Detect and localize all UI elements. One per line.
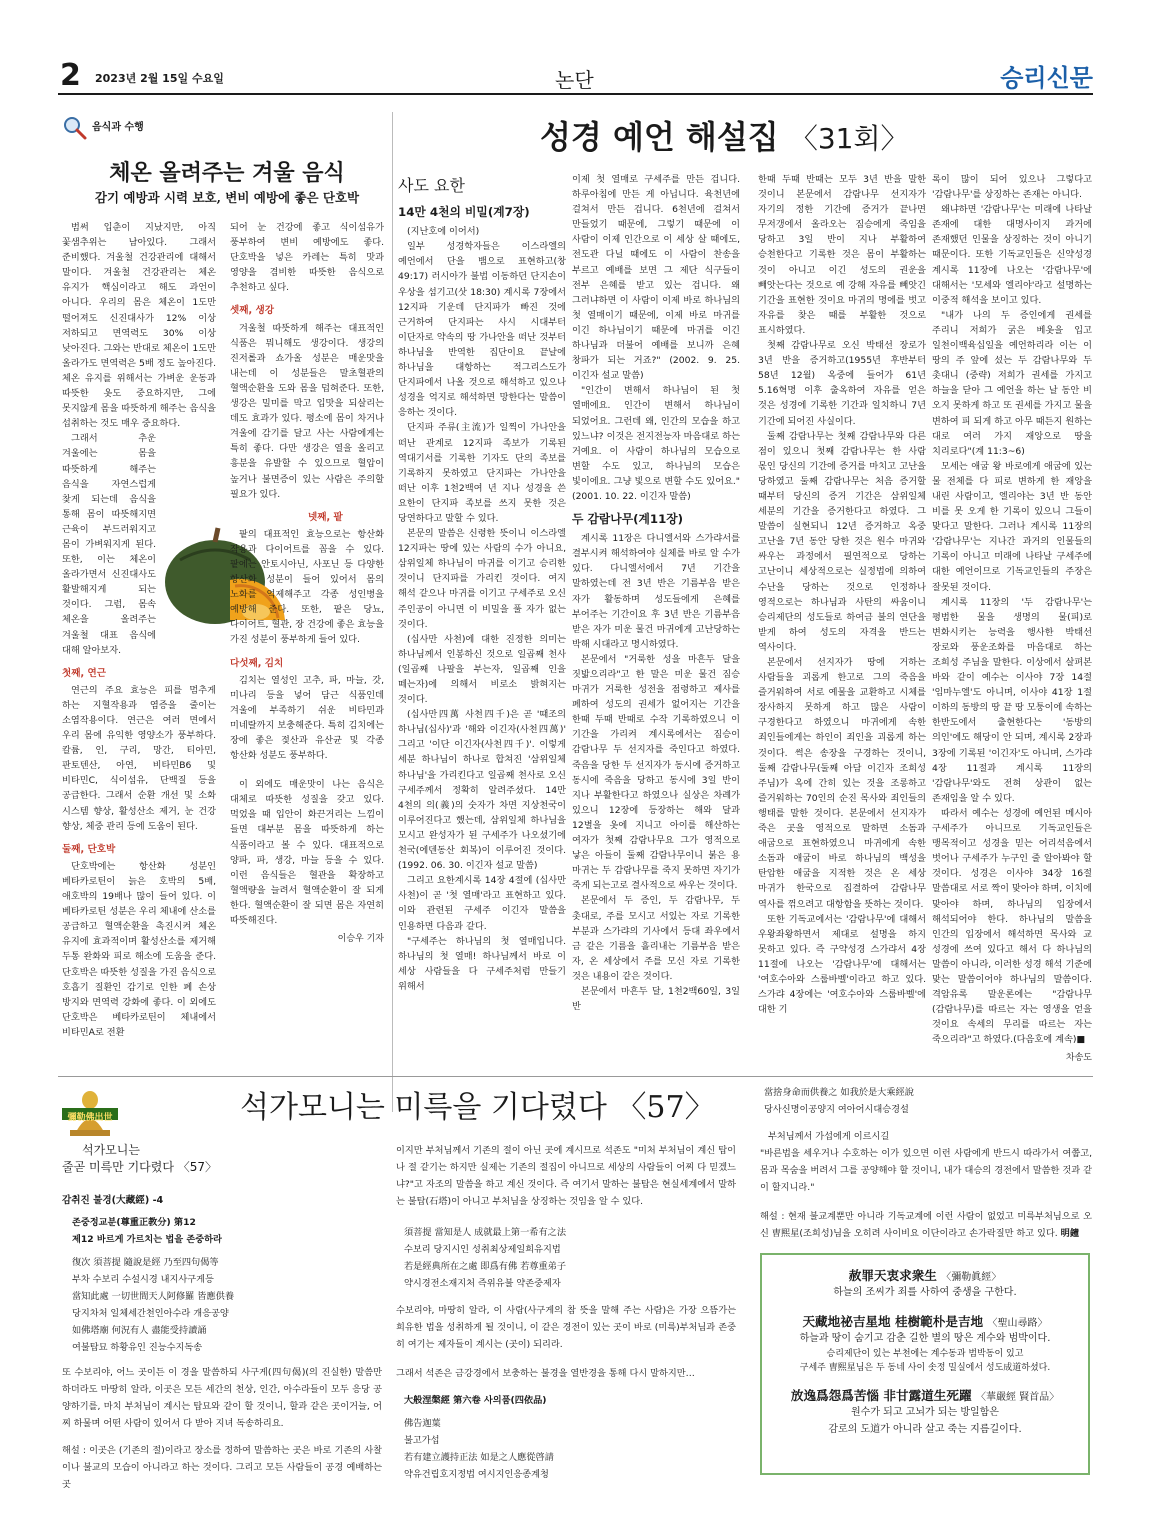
- sutra-line: 불고가섭: [404, 1435, 440, 1446]
- side-title-line: 석가모니는: [82, 1143, 140, 1157]
- food-article-title: 체온 올려주는 겨울 음식: [109, 160, 345, 186]
- paragraph: 첫째 감람나무로 오신 박태선 장로가 3년 반을 증거하고(1955년 후반부터 58년 12월) 옥중에 들어가 61년 5.16혁명 이후 출옥하여 자유를 얻은 것은 성경에 기록한 기간과 일치하니 7년 기간에 되어진 사실이다.: [758, 340, 926, 427]
- box-source: 〈聖山尋路〉: [987, 1318, 1048, 1329]
- section-divider: [58, 1076, 1093, 1077]
- paragraph: 계시록 11장은 다니엘서와 스가랴서를 결부시켜 해석하여야 실체를 바로 알 수가 있다. 다니엘서에서 7년 기간을 말하였는데 전 3년 반은 기름부음 받은 자가 활동하며 성도들에게 은혜를 부어주는 기간이요 후 3년 반은 기름부음 받은 자가 미운 물건 마귀에게 고난당하는 박해 시대라고 명시하였다.: [572, 533, 740, 650]
- paragraph: 겨울철 따뜻하게 해주는 대표적인 식품은 뭐니해도 생강이다. 생강의 진저롤과 쇼가올 성분은 매운맛을 내는데 이 성분들은 말초혈관의 혈액순환을 도와 몸을 덥혀준다. 또한, 생강은 밀미를 막고 입맛을 되살리는 데도 효과가 있다. 평소에 몸이 차거나 겨울에 감기를 달고 사는 사람에게는 특히 좋다. 다만 생강은 열을 올리고 흥분을 유발할 수 있으므로 혈압이 높거나 불면증이 있는 사람은 주의할 필요가 있다.: [230, 322, 384, 500]
- paragraph: [760, 1208, 1092, 1242]
- box-source: 〈彌勒眞經〉: [941, 1272, 1002, 1283]
- quote-box: [760, 1253, 1090, 1475]
- paragraph: 또 수보리야, 어느 곳이든 이 경을 말씀하되 사구게(四句偈)(의 진실한) 말씀만 하더라도 마땅히 알라, 이곳은 모든 세간의 천상, 인간, 아수라들이 모두 응당 공양하기를, 마치 부처님이 계시는 탑묘와 같이 할 것이니, 할과 같은 곳이거늘, 어찌 하물며 어떤 사람이 있어서 다 받아 지녀 독송하리요.: [62, 1367, 382, 1429]
- paragraph: 이지만 부처님께서 기존의 절이 아닌 곳에 계시므로 석존도 "미처 부처님이 계신 탑이나 절 같기는 하지만 실제는 기존의 절집이 아니므로 세상의 사람들이 어찌 다 믿겠느냐?"고 자조의 말씀을 하고 계신 것이다. 즉 여기서 말하는 불탑은 현실세계에서 말하는 불탑(石塔)이 아니고 부처님을 상징하는 것임을 알 수 있다.: [396, 1145, 736, 1207]
- prophecy-heading: 14만 4천의 비밀(계7장): [398, 205, 530, 220]
- prophecy-column-1: [398, 172, 566, 1072]
- box-source: 〈華嚴經 賢首品〉: [975, 1392, 1060, 1403]
- sutra-line: 부차 수보리 수설시경 내지사구게등: [72, 1274, 214, 1285]
- prophecy-episode: 〈31회〉: [789, 122, 909, 155]
- subheading: 넷째, 팥: [308, 511, 343, 523]
- sutra-line: 若是經典所在之處 即爲有佛 若尊重弟子: [404, 1261, 567, 1272]
- box-line: 하늘과 땅이 숨기고 감춘 길한 별의 땅은 계수와 범박이다.: [799, 1333, 1051, 1344]
- issue-date: 2023년 2월 15일 수요일: [95, 72, 224, 85]
- buddha-side-title: [62, 1142, 217, 1176]
- sutra-line: 약유건립호지정법 여시지인응종계청: [404, 1469, 549, 1480]
- prophecy-column-4: [932, 172, 1092, 1072]
- paragraph: 한때 두때 반때는 모두 3년 반을 말한 것이니 본문에서 감람나무 선지자가 자기의 정한 기간에 증거가 끝나면 무저갱에서 올라오는 짐승에게 죽임을 당하고 3일 반이 지나 부활하여 승천한다고 기록한 것은 몸이 부활하는 것이 아니고 이긴 성도의 권운을 빼앗는다는 것으로 예 강해 자유를 빼앗긴 기간을 표현한 것이요 마귀의 명에를 벗고 자유를 찾은 때를 부활한 것으로 표시하였다.: [758, 174, 926, 336]
- prophecy-title-text: 성경 예언 해설집: [540, 118, 779, 156]
- sutra-line: 여불탑묘 하황유인 진능수지독송: [72, 1342, 203, 1353]
- paragraph: 본문에서 선지자가 땅에 거하는 사람들을 괴롭게 한고로 그의 죽음을 즐거워하여 서로 예물을 교환하고 시체를 장사하지 못하게 하고 많은 사람이 구경한다고 하였으니 마귀에게 속한 죄인들에게는 하인이 죄인을 괴롭게 하는 것이다. 썩은 송장을 구경하는 것이니, 둘째 감람나무(둘째 아담 이긴자 조희성 주님)가 옥에 간히 있는 것을 조롱하고 즐거워하는 70인의 순진 목사와 죄인들의 행태를 말한 것이다. 본문에서 선지자가 죽은 곳을 영적으로 말하면 소돔과 애굽으로 표현하였으니 마귀에게 속한 소돔과 애굽이 바로 하나님의 백성을 탄압한 애굽을 지적한 것은 온 세상 마귀가 한국으로 집결하여 감람나무 역사를 꺾으려고 대항함을 뜻하는 것이다.: [758, 657, 926, 910]
- box-line: 승리제단이 있는 부천에는 계수동과 범박동이 있고: [826, 1349, 1024, 1359]
- box-title: 放逸爲怨爲苦惱 非甘露道生死躍 〈華嚴經 賢首品〉: [790, 1388, 1060, 1403]
- subheading: 다섯째, 김치: [230, 657, 284, 669]
- buddha-title-text: 석가모니는 미륵을 기다렸다: [240, 1090, 607, 1125]
- sutra-line: 수보리 당지시인 성취최상제일희유지법: [404, 1244, 561, 1255]
- sutra-line: 復次 須菩提 隨說是經 乃至四句偈等: [72, 1257, 219, 1268]
- page-number: 2: [60, 58, 81, 93]
- paragraph: (십사만四萬 사천四千)은 곧 '때조의 하나님(십사)'과 '해와 이긴자(사천四萬)' 그리고 '이단 이긴자(사천四千)'. 이렇게 세분 하나님이 하나로 합쳐진 '삼위일체 하나님'을 가리킨다고 일곱째 천사로 오신 구세주께서 정확히 알려주셨다. 14만 4천의 의(義)의 숫자가 차면 지상천국이 이루어진다고 했는데, 삼위일체 하나님을 모시고 완성자가 된 구세주가 나오셨기에 천국(에덴동산 회복)이 이루어진 것이다. (1992. 06. 30. 이긴자 설교 말씀): [398, 709, 566, 872]
- paragraph: 김치는 열성인 고추, 파, 마늘, 갓, 미나리 등을 넣어 담근 식품인데 겨울에 부족하기 쉬운 비타민과 미네랄까지 보충해준다. 특히 김치에는 장에 좋은 젖산과 유산균 및 각종 항산화 성분도 풍부하다.: [230, 674, 384, 762]
- signature: 明鐘: [1060, 1228, 1080, 1239]
- paragraph: (십사만 사천)에 대한 진정한 의미는 하나님께서 인봉하신 것으로 일곱째 천사(일곱째 나팔을 부는자, 일곱째 인을 떼는자)에 의해서 비로소 밝혀지는 것이다.: [398, 633, 566, 706]
- buddha-column-3: [760, 1084, 1092, 1242]
- box-title: 天藏地祕吉星地 桂樹範朴是吉地 〈聖山尋路〉: [802, 1314, 1048, 1329]
- prophecy-section: 사도 요한: [398, 176, 465, 195]
- paragraph: 이제 첫 열매로 구세주를 만든 겁니다. 하루아침에 만든 게 아닙니다. 육천년에 걸쳐서 만든 겁니다. 6천년에 걸쳐서 만들었기 때문에, 그렇기 때문에 이 사람이 이제 인간으로 이 세상 살 때에도, 전도관 다닐 때에도 이 사람이 찬송을 부르고 예배를 보면 그 제단 식구들이 전부 은혜를 받고 있는 겁니다. 왜 그러냐하면 이 사람이 이제 바로 하나님의 첫 열매이기 때문에, 이제 바로 마귀를 이긴 하나님이기 때문에 마귀를 이긴 하나님과 더불어 예배를 보니까 은혜 창파가 되는 거죠?" (2002. 9. 25. 이긴자 설교 말씀): [572, 174, 740, 382]
- header-rule: [58, 93, 1093, 95]
- box-line: 원수가 되고 고뇌가 되는 방일함은: [851, 1407, 999, 1418]
- box-line: 구세주 曺熙星님은 두 동네 사이 솟정 밀실에서 성도成道하셨다.: [799, 1363, 1051, 1373]
- paragraph: 또한 기독교에서는 '감람나무'에 대해서 우왕좌왕하면서 제대로 설명을 하지 못하고 있다. 즉 구약성경 스가랴서 4장 11절에 나오는 '감람나무'에 대해서는 '여호수아와 스룹바벨'이라고 하고 있다. 스가랴 4장에는 '여호수아와 스룹바벨'에 대한 기: [758, 913, 926, 1016]
- subheading: 둘째, 단호박: [62, 843, 116, 855]
- paragraph: 단호박에는 항산화 성분인 베타카로틴이 늙은 호박의 5배, 애호박의 19배나 많이 들어 있다. 이 베타카로틴 성분은 우리 체내에 산소를 공급하고 혈액순환을 촉진시켜 체온 유지에 효과적이며 활성산소를 제거해 두통 완화와 피로 해소에 도움을 준다. 단호박은 따뜻한 성질을 가진 음식으로 호흡기 질환인 감기로 인한 폐 손상 방지와 면역력 강화에 좋다. 이 외에도 단호박은 베타카로틴이 체내에서 비타민A로 전환: [62, 860, 216, 1038]
- paragraph: 모세는 애굽 왕 바로에게 애굽에 있는 물 전체를 다 피로 변하게 한 재앙을 내린 사람이고, 엘리야는 3년 반 동안 비를 못 오게 한 기록이 있으니 그들이 맞다고 말한다. 그러나 계시록 11장의 '감람나무'는 지나간 과거의 인물들의 기록이 아니고 미래에 나타날 구세주에 대한 예언이므로 기독교인들의 주장은 잘못된 것이다.: [932, 460, 1092, 593]
- sutra-heading: 제12 바르게 가르치는 법을 존중하라: [72, 1234, 222, 1245]
- prophecy-heading: 두 감람나무(계11장): [572, 512, 684, 527]
- paragraph: "바른법을 세우거나 수호하는 이가 있으면 이런 사람에게 반드시 따라가서 여쭙고, 몸과 목숨을 버려서 그를 공양해야 할 것이니, 내가 대승의 경전에서 말씀한 것과 같이 할지니라.": [760, 1148, 1092, 1193]
- series-label: 음식과 수행: [92, 122, 144, 133]
- buddha-column-1: [62, 1214, 382, 1493]
- subheading: 첫째, 연근: [62, 667, 107, 679]
- source-label: 大般涅槃經 第六卷 사의품(四依品): [404, 1395, 547, 1406]
- sutra-line: 佛告迦葉: [404, 1418, 441, 1429]
- paragraph: 본문의 말씀은 신령한 뜻이니 이스라엘 12지파는 땅에 있는 사람의 수가 아니요, 삼위일체 하나님이 마귀를 이기고 승리한 것이니 단지파를 가리킨 것이다. 여지 해석 같으나 마귀를 이기고 구세주로 오신 주인공이 아니면 이 비밀을 풀 자가 없는 것이다.: [398, 528, 566, 630]
- paragraph: 그리고 요한계시록 14장 4절에 (십사만 사천)이 곧 '첫 열매'라고 표현하고 있다. 이와 관련된 구세주 이긴자 말씀을 인용하면 다음과 같다.: [398, 875, 566, 932]
- sutra-line: 若有建立護持正法 如是之人應從啓請: [404, 1452, 554, 1463]
- buddha-title: [240, 1082, 715, 1126]
- note-text: 해설 : 현재 불교계뿐만 아니라 기독교계에 이런 사람이 없었고 미륵부처님으로 오신 曺熙星(조희성)님을 오히려 사이비요 이단이라고 손가락질만 하고 있다.: [760, 1211, 1092, 1239]
- box-line: 하늘의 조씨가 죄를 사하여 중생을 구한다.: [833, 1287, 1017, 1298]
- paragraph: 따라서 예수는 성경에 예언된 메시아 구세주가 아니므로 기독교인들은 맹목적이고 성경을 믿는 어리석음에서 벗어나 구세주가 누구인 줄 알아봐야 할 것이다. 성경은 이사야 34장 16절 말씀대로 서로 짝이 맞아야 하며, 이치에 맞아야 하며, 하나님의 입장에서 해석되어야 한다. 하나님의 말씀을 인간의 입장에서 해석하면 목사와 교 성경에 쓰여 있다고 해서 다 하나님의 말씀이 아니라, 이러한 성경 해석 기준에 맞는 말씀이어야 하나님의 말씀이다. 격암유록 말운론에는 "감람나무(감람나무)를 따르는 자는 영생을 얻을 것이요 속세의 무리를 따르는 자는 죽으리라"고 하였다.(다음호에 계속)■: [932, 807, 1092, 1046]
- subheading: 셋째, 생강: [230, 305, 275, 317]
- sutra-line: 須菩提 當知是人 成就最上第一希有之法: [404, 1227, 567, 1238]
- paragraph: "내가 나의 두 증인에게 권세를 주리니 저희가 굵은 베옷을 입고 일천이백육십일을 예언하리라 이는 이 땅의 주 앞에 섰는 두 감람나무와 두 촛대니 (중략) 저희가 권세를 가지고 하늘을 닫아 그 예언을 하는 날 동안 비 오지 못하게 하고 또 권세를 가지고 물을 변하여 피 되게 하고 아무 때든지 원하는 대로 여러 가지 재앙으로 땅을 치리로다"(계 11:3~6): [932, 309, 1092, 457]
- paragraph: 계시록 11장의 '두 감람나무'는 평범한 물을 생명의 물(피)로 변화시키는 능력을 행사한 박태선 장로와 풍운조화를 마음대로 하는 조희성 주님을 말한다. 이상에서 살펴본 바와 같이 예수는 이사야 7장 14절 '임마누엘'도 아니며, 이사야 41장 1절 이하의 동방의 땅 끝 땅 모퉁이에 속하는 한반도에서 출현한다는 '동방의 의인'에도 해당이 안 되며, 계시록 2장과 3장에 기록된 '이긴자'도 아니며, 스가랴 4장 11절과 계시록 11장의 '감람나무'와도 전혀 상관이 없는 존재임을 알 수 있다.: [932, 596, 1092, 804]
- paragraph: 본문에서 두 증인, 두 감람나무, 두 촛대로, 주를 모시고 서있는 자로 기록한 부분과 스가랴의 기사에서 등대 좌우에서 금 같은 기름을 흘리내는 기름부음 받은 자, 온 세상에서 주를 모신 자로 기록한 것은 내용이 같은 것이다.: [572, 895, 740, 982]
- box-title: 赦罪天衷求衆生 〈彌勒眞經〉: [848, 1268, 1002, 1283]
- paragraph: 되어 눈 건강에 좋고 식이섬유가 풍부하여 변비 예방에도 좋다. 단호박을 넣은 카레는 특히 맛과 영양을 겸비한 따뜻한 음식으로 추천하고 싶다.: [230, 222, 384, 294]
- buddha-column-2: [396, 1142, 736, 1483]
- sutra-line: 當知此處 一切世間天人阿修羅 皆應供養: [72, 1291, 235, 1302]
- paragraph: 일부 성경학자들은 이스라엘의 예언에서 단을 뱀으로 표현하고(창 49:17) 러시아가 불법 이동하던 단지손이 우상을 섬기고(삿 18:30) 계시록 7장에서 12지파 기운데 단지파가 빠진 것에 근거하여 단지파는 사시 시대부터 이단자로 약속의 땅 가나안을 떠난 것부터 하나님을 반역한 집단이요 끝날에 하나님을 대항하는 적그리스도가 단지파에서 나올 것으로 해석하고 있으나 성경을 억지로 해석하면 망한다는 말씀이 응하는 것이다.: [398, 241, 566, 419]
- prophecy-title: [540, 112, 909, 158]
- sutra-line: 당지차처 일체세간천인아수라 개응공양: [72, 1308, 229, 1319]
- paragraph: 팥의 대표적인 효능으로는 항산화 작용과 다이어트를 꼽을 수 있다. 팥에는 안토시아닌, 사포닌 등 다양한 항산화 성분이 들어 있어서 몸의 노화를 억제해주고 각종 성인병을 예방해 준다. 또한, 팥은 당뇨, 다이어트, 혈관, 장 건강에 좋은 효능을 가진 성분이 풍부하게 들어 있다.: [230, 528, 384, 646]
- paragraph: 이 외에도 매운맛이 나는 음식은 대체로 따뜻한 성질을 갖고 있다. 먹었을 때 입안이 화끈거리는 느낌이 들면 대부분 몸을 따뜻하게 하는 식품이라고 볼 수 있다. 대표적으로 양파, 파, 생강, 마늘 등을 수 있다. 이런 음식들은 혈관을 확장하고 혈액량을 늘려서 혈액순환이 잘 되게 한다. 혈액순환이 잘 되면 몸은 자연히 따뜻해진다.: [230, 779, 384, 927]
- section-title: 논단: [555, 68, 594, 92]
- paragraph: 왜냐하면 '감람나무'는 미래에 나타날 존재에 대한 대명사이지 과거에 존재했던 인물을 상징하는 것이 아니기 때문이다. 또한 기독교인들은 신약성경 계시록 11장에 나오는 '감람나무'에 대해서는 '모세와 엘리야'라고 설명하는 이중적 해석을 보이고 있다.: [932, 204, 1092, 306]
- paragraph: "구세주는 하나님의 첫 열매입니다. 하나님의 첫 열매! 하나님께서 바로 이 세상 사람들을 다 구세주처럼 만들기 위해서: [398, 935, 566, 992]
- buddha-episode: 〈57〉: [616, 1090, 715, 1125]
- paragraph: 단지파 주류(主流)가 일찍이 가나안을 떠난 관계로 12지파 족보가 기록된 역대기서를 기록한 기자도 단의 족보를 기록하지 못하였고 단지파는 가나안을 떠난 이후 1천2백여 년 지나 성경을 쓴 요한이 단지파 족보를 쓰지 못한 것은 당연하다고 말할 수 있다.: [398, 422, 566, 524]
- prophecy-column-3: [758, 172, 926, 1072]
- paragraph: 수보리야, 마땅히 알라, 이 사람(사구게의 참 뜻을 말해 주는 사람)은 가장 으뜸가는 희유한 법을 성취하게 될 것이니, 이 같은 경전이 있는 곳이 바로 (미륵)부처님과 존중히 여기는 제자들이 계시는 (곳이) 되리라.: [396, 1305, 736, 1350]
- sutra-line: 當捨身命而供養之 如我於是大乘經說: [764, 1087, 914, 1098]
- paragraph: 둘째 감람나무는 첫째 감람나무와 다른 점이 있으니 첫째 감람나무는 한 사람 몫인 당신의 기간에 증거를 마치고 고난을 당하였고 둘째 감람나무는 처음 증거할 때부터 당신의 증거 기간은 삼위일체 세분의 기간을 증거한다고 하였다. 그 말씀이 실현되니 12년 증거하고 옥중 고난을 7년 동안 당한 것은 원수 마귀와 싸우는 과정에서 필연적으로 당하는 고난이니 세상적으로는 실정법에 의하여 수난을 당하는 것으로 인정하나 영적으로는 하나님과 사탄의 싸움이니 승리제단의 성도들로 하여금 불의 연단을 받게 하여 성도의 자격을 반드는 역사이다.: [758, 430, 926, 653]
- paragraph: 연근의 주요 효능은 피를 멈추게 하는 지혈작용과 염증을 줄이는 소염작용이다. 연근은 여러 면에서 우리 몸에 유익한 영양소가 풍부하다. 칼륨, 인, 구리, 망간, 티아민, 판토텐산, 아연, 비타민B6 및 비타민C, 식이섬유, 단백질 등을 공급한다. 그래서 순환 개선 및 소화 시스템 향상, 활성산소 제거, 눈 건강 향상, 체중 관리 등에 도움이 된다.: [62, 684, 216, 832]
- paragraph: 부처님께서 가섭에게 이르시길: [768, 1131, 890, 1142]
- side-title-line: 줄곧 미륵만 기다렸다 〈57〉: [62, 1160, 218, 1174]
- paragraph: 록이 많이 되어 있으나 그렇다고 '감람나무'를 상징하는 존재는 아니다.: [932, 174, 1092, 201]
- paragraph: 본문에서 "거룩한 성을 마흔두 달을 짓밟으리라"고 한 말은 미운 물건 짐승 마귀가 거룩한 성전을 점령하고 제사를 폐하여 성도의 권세가 없어지는 기간을 한때 두때 반때로 수작 기록하였으니 이 기간을 가리켜 계시록에서는 짐승이 감람나무 두 선지자를 죽인다고 하였다. 죽음을 당한 두 선지자가 동시에 증거하고 동시에 죽음을 당하고 동시에 3일 반이 지나 부활한다고 하였으나 실상은 차례가 있으니 12장에 등장하는 해와 달과 12별을 옷에 지니고 아이를 해산하는 여자가 첫째 감람나무요 그가 영적으로 낳은 아들이 둘째 감람나무이니 붉은 용 마귀는 두 감람나무를 죽지 못하면 자기가 죽게 되는고로 결사적으로 싸우는 것이다.: [572, 653, 740, 892]
- box-line: 감로의 도道가 아니라 살고 죽는 지름길이다.: [828, 1424, 1022, 1435]
- magnifier-icon: [62, 115, 88, 141]
- paragraph: 그래서 추운 겨울에는 몸을 따뜻하게 해주는 음식을 자연스럽게 찾게 되는데 음식을 통해 몸이 따뜻해지면 근육이 부드러워지고 몸이 가벼워지게 된다. 또한, 이는 체온이 올라가면서 신진대사도 활발해지게 되는 것이다. 그럼, 몸속 체온을 올려주는 겨울철 대표 음식에 대해 알아보자.: [62, 433, 156, 656]
- prophecy-column-2: [572, 172, 740, 1072]
- sutra-line: 약시경전소재지처 즉위유불 약존중제자: [404, 1278, 561, 1289]
- paper-name: 승리신문: [1000, 64, 1093, 92]
- source-label: 감취진 불경(大藏經) -4: [62, 1195, 164, 1206]
- prophecy-author: 차송도: [1065, 1053, 1092, 1064]
- paragraph: 범써 입춘이 지났지만, 아직 꽃샘추위는 남아있다. 그래서 준비했다. 겨울철 건강관리에 대해서 말이다. 겨울철 건강관리는 체온 유지가 핵심이라고 해도 과언이 아니다. 우리의 몸은 체온이 1도만 떨어져도 신진대사가 12% 이상 저하되고 면역력도 30% 이상 낮아진다. 그와는 반대로 체온이 1도만 올라가도 면역력은 5배 정도 높아진다. 체온 유지를 위해서는 가벼운 운동과 따뜻한 옷도 중요하지만, 그에 못지않게 몸을 따뜻하게 해주는 음식을 섭취하는 것도 매우 중요하다.: [62, 222, 216, 430]
- sutra-line: 당사신명이공양지 여아어시대승경설: [764, 1104, 909, 1115]
- paragraph: 본문에서 마흔두 달, 1천2백60일, 3일 반: [572, 985, 740, 1013]
- paragraph: 그래서 석존은 금강경에서 보충하는 불경을 열반경을 통해 다시 말하지만…: [396, 1368, 695, 1379]
- sutra-line: 如佛塔廟 何況有人 盡能受持讀誦: [72, 1325, 207, 1336]
- food-article-subtitle: 감기 예방과 시력 보호, 변비 예방에 좋은 단호박: [94, 190, 360, 205]
- paragraph: (지난호에 이어서): [407, 226, 480, 238]
- paragraph: 해설 : 이곳은 (기존의 절)이라고 장소를 정하여 말씀하는 곳은 바로 기존의 사찰이나 불교의 모습이 아니라고 하는 것이다. 그리고 모든 사람들이 공경 예배하는 곳: [62, 1445, 382, 1490]
- sutra-heading: 존중정교분(尊重正教分) 第12: [72, 1217, 196, 1228]
- reporter-byline: 이승우 기자: [337, 934, 384, 945]
- logo-text: 彌勒佛出世: [67, 1113, 113, 1123]
- paragraph: "인간이 변해서 하나님이 된 첫 열매에요. 인간이 변해서 하나님이 되었어요. 그런데 왜, 인간의 모습을 하고 있느냐? 이것은 전지전능자 마음대로 하는 거예요. 이 사람이 하나님의 모습으로 변할 수도 있고, 하나님의 모습은 빛이에요. 그냥 빛으로 변할 수도 있어요." (2001. 10. 22. 이긴자 말씀): [572, 385, 740, 502]
- column-divider: [392, 112, 393, 1112]
